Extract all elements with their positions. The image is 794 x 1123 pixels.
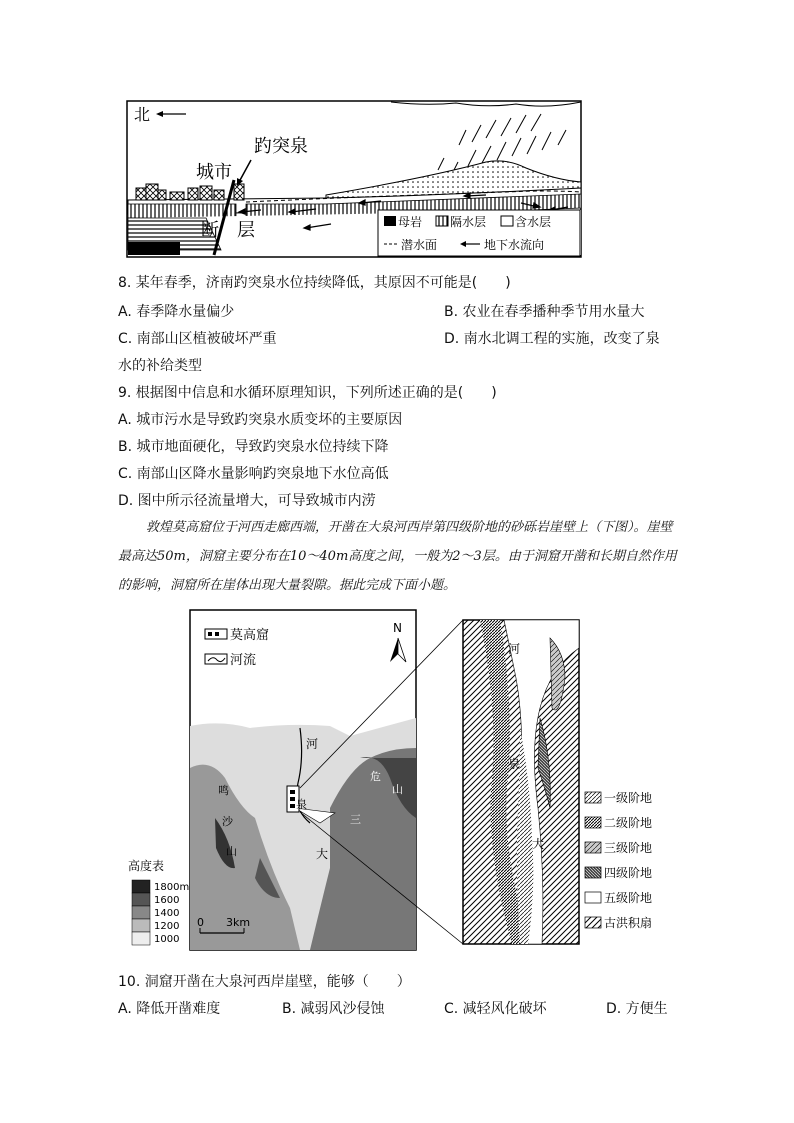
q8-stem: 8. 某年春季，济南趵突泉水位持续降低，其原因不可能是( ) (118, 275, 511, 291)
map-label-shan2: 山 (226, 845, 237, 858)
scale-zero: 0 (197, 916, 204, 929)
aquiclude-legend-icon (436, 216, 448, 226)
legend-aquiclude: 隔水层 (450, 215, 487, 229)
city-label: 城市 (196, 162, 232, 183)
q9-stem: 9. 根据图中信息和水循环原理知识，下列所述正确的是( ) (118, 385, 497, 401)
svg-text:古洪积扇: 古洪积扇 (604, 916, 653, 930)
passage-text: 敦煌莫高窟位于河西走廊西端，开凿在大泉河西岸第四级阶地的砂砾岩崖壁上（下图）。崖壁最高达50m，洞窟主要分布在10～40m高度之间，一般为2～3层。由于洞窟开凿和长期自然作用的影响，洞窟所在崖体出现大量裂隙。据此完成下面小题。 (118, 520, 677, 593)
bedrock-legend-icon (384, 216, 396, 226)
svg-text:1400: 1400 (154, 908, 180, 919)
q9-option-c: C. 南部山区降水量影响趵突泉地下水位高低 (118, 466, 389, 482)
map-label-san: 三 (350, 813, 361, 826)
detail-label-he: 河 (508, 642, 521, 656)
q10-option-c: C. 减轻风化破坏 (444, 1001, 547, 1017)
q8-option-a: A. 春季降水量偏少 (118, 304, 235, 320)
map-label-ming: 鸣 (218, 784, 229, 797)
cross-section-figure (126, 100, 582, 258)
map-label-sha: 沙 (222, 815, 233, 828)
q9-option-d: D. 图中所示径流量增大，可导致城市内涝 (118, 493, 376, 509)
svg-text:三级阶地: 三级阶地 (604, 841, 653, 855)
legend-river: 河流 (230, 653, 257, 668)
terrace-legend (585, 790, 652, 930)
legend-flow: 地下水流向 (484, 238, 545, 252)
svg-text:四级阶地: 四级阶地 (604, 866, 653, 880)
svg-text:1200: 1200 (154, 921, 180, 932)
svg-text:五级阶地: 五级阶地 (604, 891, 653, 905)
q10-stem: 10. 洞窟开凿在大泉河西岸崖壁，能够（ ） (118, 974, 411, 990)
q10-option-a: A. 降低开凿难度 (118, 1001, 221, 1017)
elevation-title: 高度表 (128, 859, 165, 873)
q8-option-d-cont: 水的补给类型 (118, 358, 202, 374)
q8-option-b: B. 农业在春季播种季节用水量大 (444, 304, 645, 320)
q10-option-d: D. 方便生 (606, 1001, 668, 1017)
elevation-levels (154, 882, 189, 945)
q8-option-c: C. 南部山区植被破坏严重 (118, 331, 277, 347)
svg-text:1600: 1600 (154, 895, 180, 906)
scale-length: 3km (226, 916, 251, 929)
svg-text:一级阶地: 一级阶地 (604, 791, 653, 805)
q9-option-a: A. 城市污水是导致趵突泉水质变坏的主要原因 (118, 412, 403, 428)
spring-label: 趵突泉 (254, 136, 308, 157)
map-label-shan: 山 (392, 783, 403, 796)
q9-option-b: B. 城市地面硬化，导致趵突泉水位持续下降 (118, 439, 389, 455)
fault-label: 断 层 (201, 220, 255, 241)
legend-grottoes: 莫高窟 (230, 628, 270, 643)
aquifer-legend-icon (501, 216, 513, 226)
mogao-map-figure (120, 608, 670, 958)
svg-text:1000: 1000 (154, 934, 180, 945)
map-label-da: 大 (316, 847, 329, 861)
passage (118, 513, 678, 600)
q10-option-b: B. 减弱风沙侵蚀 (282, 1001, 385, 1017)
detail-label-quan: 泉 (508, 757, 521, 771)
svg-text:1800m: 1800m (154, 882, 190, 893)
map-label-quan: 泉 (296, 798, 307, 811)
q8-option-d: D. 南水北调工程的实施，改变了泉 (444, 331, 660, 347)
svg-text:二级阶地: 二级阶地 (604, 816, 653, 830)
legend-water-table: 潜水面 (401, 238, 438, 252)
legend-bedrock: 母岩 (398, 215, 423, 229)
bedrock-black (128, 242, 180, 255)
map-label-wei: 危 (370, 770, 381, 783)
map-label-he: 河 (306, 737, 319, 751)
legend-aquifer: 含水层 (515, 215, 552, 229)
north-label: N (393, 621, 402, 635)
north-label: 北 (134, 105, 151, 124)
detail-label-da: 大 (532, 837, 545, 851)
